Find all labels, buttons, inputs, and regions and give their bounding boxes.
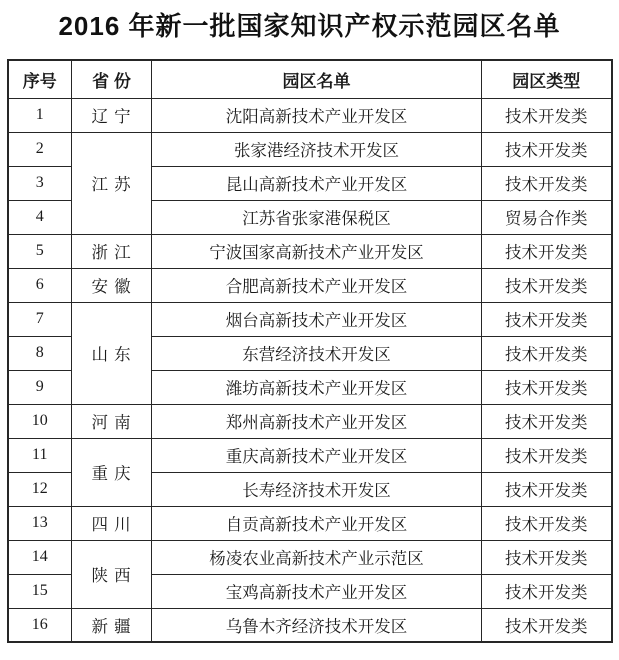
row-province-cell: 重 庆 [72,438,152,506]
row-park-type-cell: 技术开发类 [482,506,612,540]
row-park-type-cell: 技术开发类 [482,540,612,574]
row-park-name-cell: 乌鲁木齐经济技术开发区 [152,608,482,642]
table-row [8,302,612,336]
row-province-cell: 河 南 [72,404,152,438]
row-park-type-cell: 技术开发类 [482,166,612,200]
row-park-name-cell: 昆山高新技术产业开发区 [152,166,482,200]
row-park-name-cell: 宝鸡高新技术产业开发区 [152,574,482,608]
park-table-body [8,98,612,642]
row-province-cell: 安 徽 [72,268,152,302]
table-row [8,268,612,302]
row-park-type-cell: 技术开发类 [482,132,612,166]
row-park-name-cell: 张家港经济技术开发区 [152,132,482,166]
row-park-type-cell: 技术开发类 [482,404,612,438]
table-row [8,506,612,540]
row-seq-cell: 4 [8,200,72,234]
table-row [8,608,612,642]
table-row [8,404,612,438]
row-seq-cell: 15 [8,574,72,608]
table-row [8,98,612,132]
row-province-cell: 浙 江 [72,234,152,268]
row-province-cell: 江 苏 [72,132,152,234]
row-seq-cell: 5 [8,234,72,268]
row-province-cell: 山 东 [72,302,152,404]
row-park-name-cell: 合肥高新技术产业开发区 [152,268,482,302]
row-province-cell: 四 川 [72,506,152,540]
row-seq-cell: 7 [8,302,72,336]
row-park-type-cell: 技术开发类 [482,302,612,336]
header-seq: 序号 [8,60,72,98]
row-seq-cell: 8 [8,336,72,370]
row-seq-cell: 9 [8,370,72,404]
row-province-cell: 陕 西 [72,540,152,608]
row-seq-cell: 6 [8,268,72,302]
row-province-cell: 新 疆 [72,608,152,642]
row-seq-cell: 10 [8,404,72,438]
page-title: 2016 年新一批国家知识产权示范园区名单 [58,11,561,41]
table-row [8,234,612,268]
row-park-name-cell: 自贡高新技术产业开发区 [152,506,482,540]
header-type: 园区类型 [482,60,612,98]
header-province: 省 份 [72,60,152,98]
table-row [8,540,612,574]
row-province-cell: 辽 宁 [72,98,152,132]
row-park-name-cell: 东营经济技术开发区 [152,336,482,370]
row-park-type-cell: 贸易合作类 [482,200,612,234]
row-park-name-cell: 杨凌农业高新技术产业示范区 [152,540,482,574]
row-park-type-cell: 技术开发类 [482,268,612,302]
row-park-name-cell: 长寿经济技术开发区 [152,472,482,506]
row-park-type-cell: 技术开发类 [482,574,612,608]
row-park-type-cell: 技术开发类 [482,608,612,642]
row-park-type-cell: 技术开发类 [482,438,612,472]
row-park-type-cell: 技术开发类 [482,234,612,268]
row-park-type-cell: 技术开发类 [482,336,612,370]
row-seq-cell: 12 [8,472,72,506]
row-seq-cell: 1 [8,98,72,132]
row-seq-cell: 3 [8,166,72,200]
header-park: 园区名单 [152,60,482,98]
row-park-name-cell: 郑州高新技术产业开发区 [152,404,482,438]
row-seq-cell: 14 [8,540,72,574]
row-seq-cell: 11 [8,438,72,472]
park-list-table [7,59,613,643]
row-park-name-cell: 沈阳高新技术产业开发区 [152,98,482,132]
row-park-type-cell: 技术开发类 [482,370,612,404]
row-park-name-cell: 宁波国家高新技术产业开发区 [152,234,482,268]
row-park-name-cell: 潍坊高新技术产业开发区 [152,370,482,404]
table-row [8,132,612,166]
row-park-name-cell: 重庆高新技术产业开发区 [152,438,482,472]
row-park-name-cell: 烟台高新技术产业开发区 [152,302,482,336]
row-park-type-cell: 技术开发类 [482,98,612,132]
row-seq-cell: 13 [8,506,72,540]
row-park-name-cell: 江苏省张家港保税区 [152,200,482,234]
table-header-row [8,60,612,98]
table-row [8,438,612,472]
row-seq-cell: 16 [8,608,72,642]
row-park-type-cell: 技术开发类 [482,472,612,506]
row-seq-cell: 2 [8,132,72,166]
